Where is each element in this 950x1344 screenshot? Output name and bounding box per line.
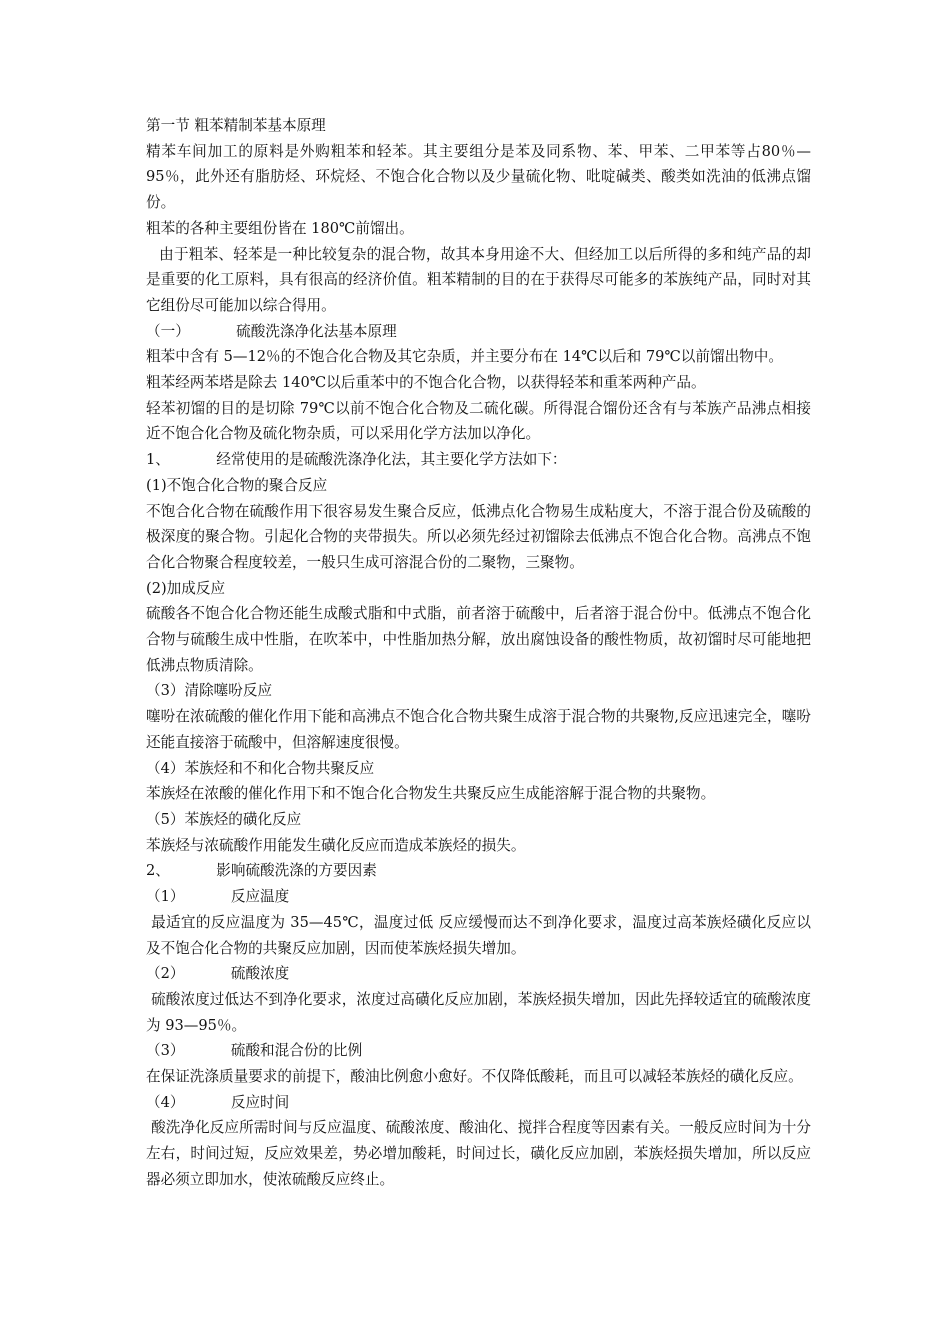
factor-heading-3: （3） 硫酸和混合份的比例 bbox=[146, 1042, 363, 1060]
item-heading-2: 2、 影响硫酸洗涤的方要因素 bbox=[146, 862, 377, 880]
paragraph-acid-oil-ratio: 在保证洗涤质量要求的前提下，酸油比例愈小愈好。不仅降低酸耗，而且可以减轻苯族烃的磺化反应。 bbox=[146, 1068, 803, 1086]
item-heading-1: 1、 经常使用的是硫酸洗涤净化法，其主要化学方法如下： bbox=[146, 451, 567, 469]
factor-heading-1: （1） 反应温度 bbox=[146, 888, 290, 906]
paragraph-copolymerization: 苯族烃在浓酸的催化作用下和不饱合化合物发生共聚反应生成能溶解于混合物的共聚物。 bbox=[146, 785, 716, 803]
paragraph-raw-materials: 精苯车间加工的原料是外购粗苯和轻苯。其主要组分是苯及同系物、苯、甲苯、二甲苯等占80％—95％，此外还有脂肪烃、环烷烃、不饱合化合物以及少量硫化物、吡啶碱类、酸类如洗油的低沸点馏份。 bbox=[146, 142, 811, 212]
reaction-heading-1: (1)不饱合化合物的聚合反应 bbox=[146, 476, 328, 494]
paragraph-reaction-time: 酸洗净化反应所需时间与反应温度、硫酸浓度、酸油化、搅拌合程度等因素有关。一般反应时间为十分左右，时间过短，反应效果差，势必增加酸耗，时间过长，磺化反应加剧，苯族烃损失增加，所以反应器必须立即加水，使浓硫酸反应终止。 bbox=[146, 1119, 811, 1188]
factor-heading-2: （2） 硫酸浓度 bbox=[146, 965, 290, 983]
document-page bbox=[146, 113, 811, 1193]
paragraph-purpose: 由于粗苯、轻苯是一种比较复杂的混合物，故其本身用途不大、但经加工以后所得的多和纯产品的却是重要的化工原料，具有很高的经济价值。粗苯精制的目的在于获得尽可能多的苯族纯产品，同时对其它组份尽可能加以综合得用。 bbox=[146, 245, 811, 314]
reaction-heading-3: （3）清除噻吩反应 bbox=[146, 682, 273, 700]
paragraph-sulfonation: 苯族烃与浓硫酸作用能发生磺化反应而造成苯族烃的损失。 bbox=[146, 836, 526, 854]
paragraph-temperature: 最适宜的反应温度为 35—45℃，温度过低 反应缓慢而达不到净化要求，温度过高苯族烃磺化反应以及不饱合化合物的共聚反应加剧，因而使苯族烃损失增加。 bbox=[146, 913, 811, 957]
paragraph-light-benzene: 轻苯初馏的目的是切除 79℃以前不饱合化合物及二硫化碳。所得混合馏份还含有与苯族产品沸点相接近不饱合化合物及硫化物杂质，可以采用化学方法加以净化。 bbox=[146, 399, 811, 443]
paragraph-distillation-point: 粗苯的各种主要组份皆在 180℃前馏出。 bbox=[146, 219, 414, 237]
paragraph-thiophene: 噻吩在浓硫酸的催化作用下能和高沸点不饱合化合物共聚生成溶于混合物的共聚物,反应迅速完全，噻吩还能直接溶于硫酸中，但溶解速度很慢。 bbox=[146, 708, 811, 751]
reaction-heading-5: （5）苯族烃的磺化反应 bbox=[146, 810, 302, 828]
paragraph-polymerization: 不饱合化合物在硫酸作用下很容易发生聚合反应，低沸点化合物易生成粘度大，不溶于混合份及硫酸的极深度的聚合物。引起化合物的夹带损失。所以必须先经过初馏除去低沸点不饱合化合物。高沸点不饱合化合物聚合程度较差，一般只生成可溶混合份的二聚物，三聚物。 bbox=[146, 502, 811, 571]
reaction-heading-2: (2)加成反应 bbox=[146, 579, 226, 597]
paragraph-two-benzene-tower: 粗苯经两苯塔是除去 140℃以后重苯中的不饱合化合物，以获得轻苯和重苯两种产品。 bbox=[146, 374, 706, 392]
paragraph-acid-concentration: 硫酸浓度过低达不到净化要求，浓度过高磺化反应加剧，苯族烃损失增加，因此先择较适宜的硫酸浓度为 93—95％。 bbox=[146, 990, 811, 1034]
section-title: 第一节 粗苯精制苯基本原理 bbox=[146, 117, 326, 134]
reaction-heading-4: （4）苯族烃和不和化合物共聚反应 bbox=[146, 759, 375, 777]
subsection-heading-1: （一） 硫酸洗涤净化法基本原理 bbox=[146, 322, 397, 340]
paragraph-addition: 硫酸各不饱合化合物还能生成酸式脂和中式脂，前者溶于硫酸中，后者溶于混合份中。低沸点不饱合化合物与硫酸生成中性脂，在吹苯中，中性脂加热分解，放出腐蚀设备的酸性物质，故初馏时尽可能地把低沸点物质清除。 bbox=[146, 605, 811, 674]
factor-heading-4: （4） 反应时间 bbox=[146, 1093, 290, 1111]
paragraph-unsaturated-content: 粗苯中含有 5—12％的不饱合化合物及其它杂质，并主要分布在 14℃以后和 79℃以前馏出物中。 bbox=[146, 348, 783, 366]
